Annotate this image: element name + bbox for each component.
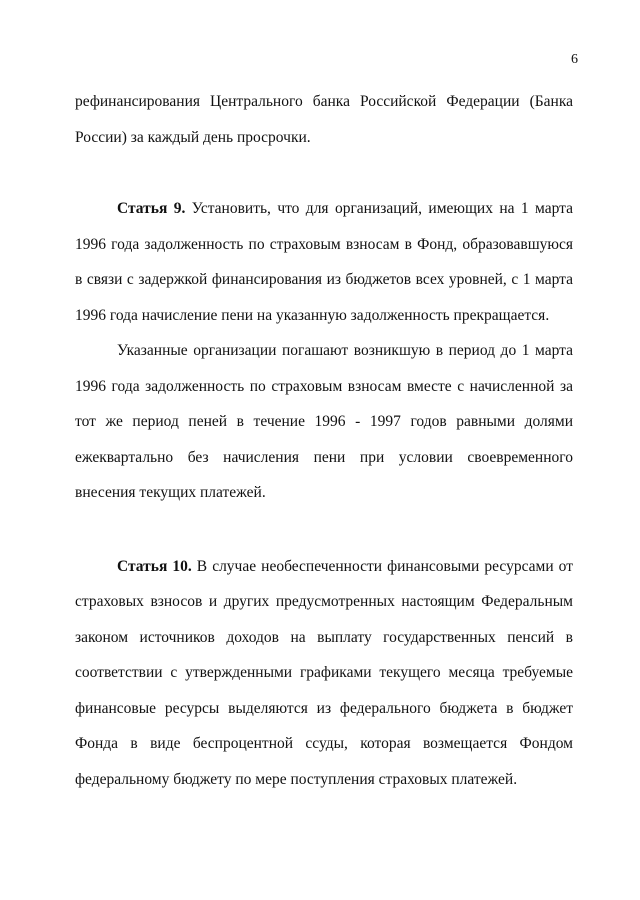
document-body — [75, 84, 573, 797]
article-9-text: Установить, что для организаций, имеющих на 1 марта 1996 года задолженность по страховым взносам в Фонд, образовавшуюся в связи с задержкой финансирования из бюджетов всех уровней, с 1 марта 1996 года начисление пени на указанную задолженность прекращается. — [75, 200, 573, 324]
article-10-text: В случае необеспеченности финансовыми ресурсами от страховых взносов и других предусмотренных настоящим Федеральным законом источников доходов на выплату государственных пенсий в соответствии с утвержденными графиками текущего месяца требуемые финансовые ресурсы выделяются из федерального бюджета в бюджет Фонда в виде беспроцентной ссуды, которая возмещается Фондом федеральному бюджету по мере поступления страховых платежей. — [75, 557, 574, 788]
article-10-label: Статья 10. — [117, 557, 192, 575]
article-9-label: Статья 9. — [117, 200, 186, 217]
page-number: 6 — [571, 52, 578, 67]
paragraph-article-9-continued: Указанные организации погашают возникшую в период до 1 марта 1996 года задолженность по страховым взносам вместе с начисленной за тот же период пеней в течение 1996 - 1997 годов равными долями ежеквартально без начисления пени при условии своевременного внесения текущих платежей. — [75, 342, 573, 501]
paragraph-article-10 — [75, 549, 573, 798]
paragraph-article-9 — [75, 191, 573, 333]
paragraph-continuation: рефинансирования Центрального банка Российской Федерации (Банка России) за каждый день просрочки. — [75, 93, 573, 146]
